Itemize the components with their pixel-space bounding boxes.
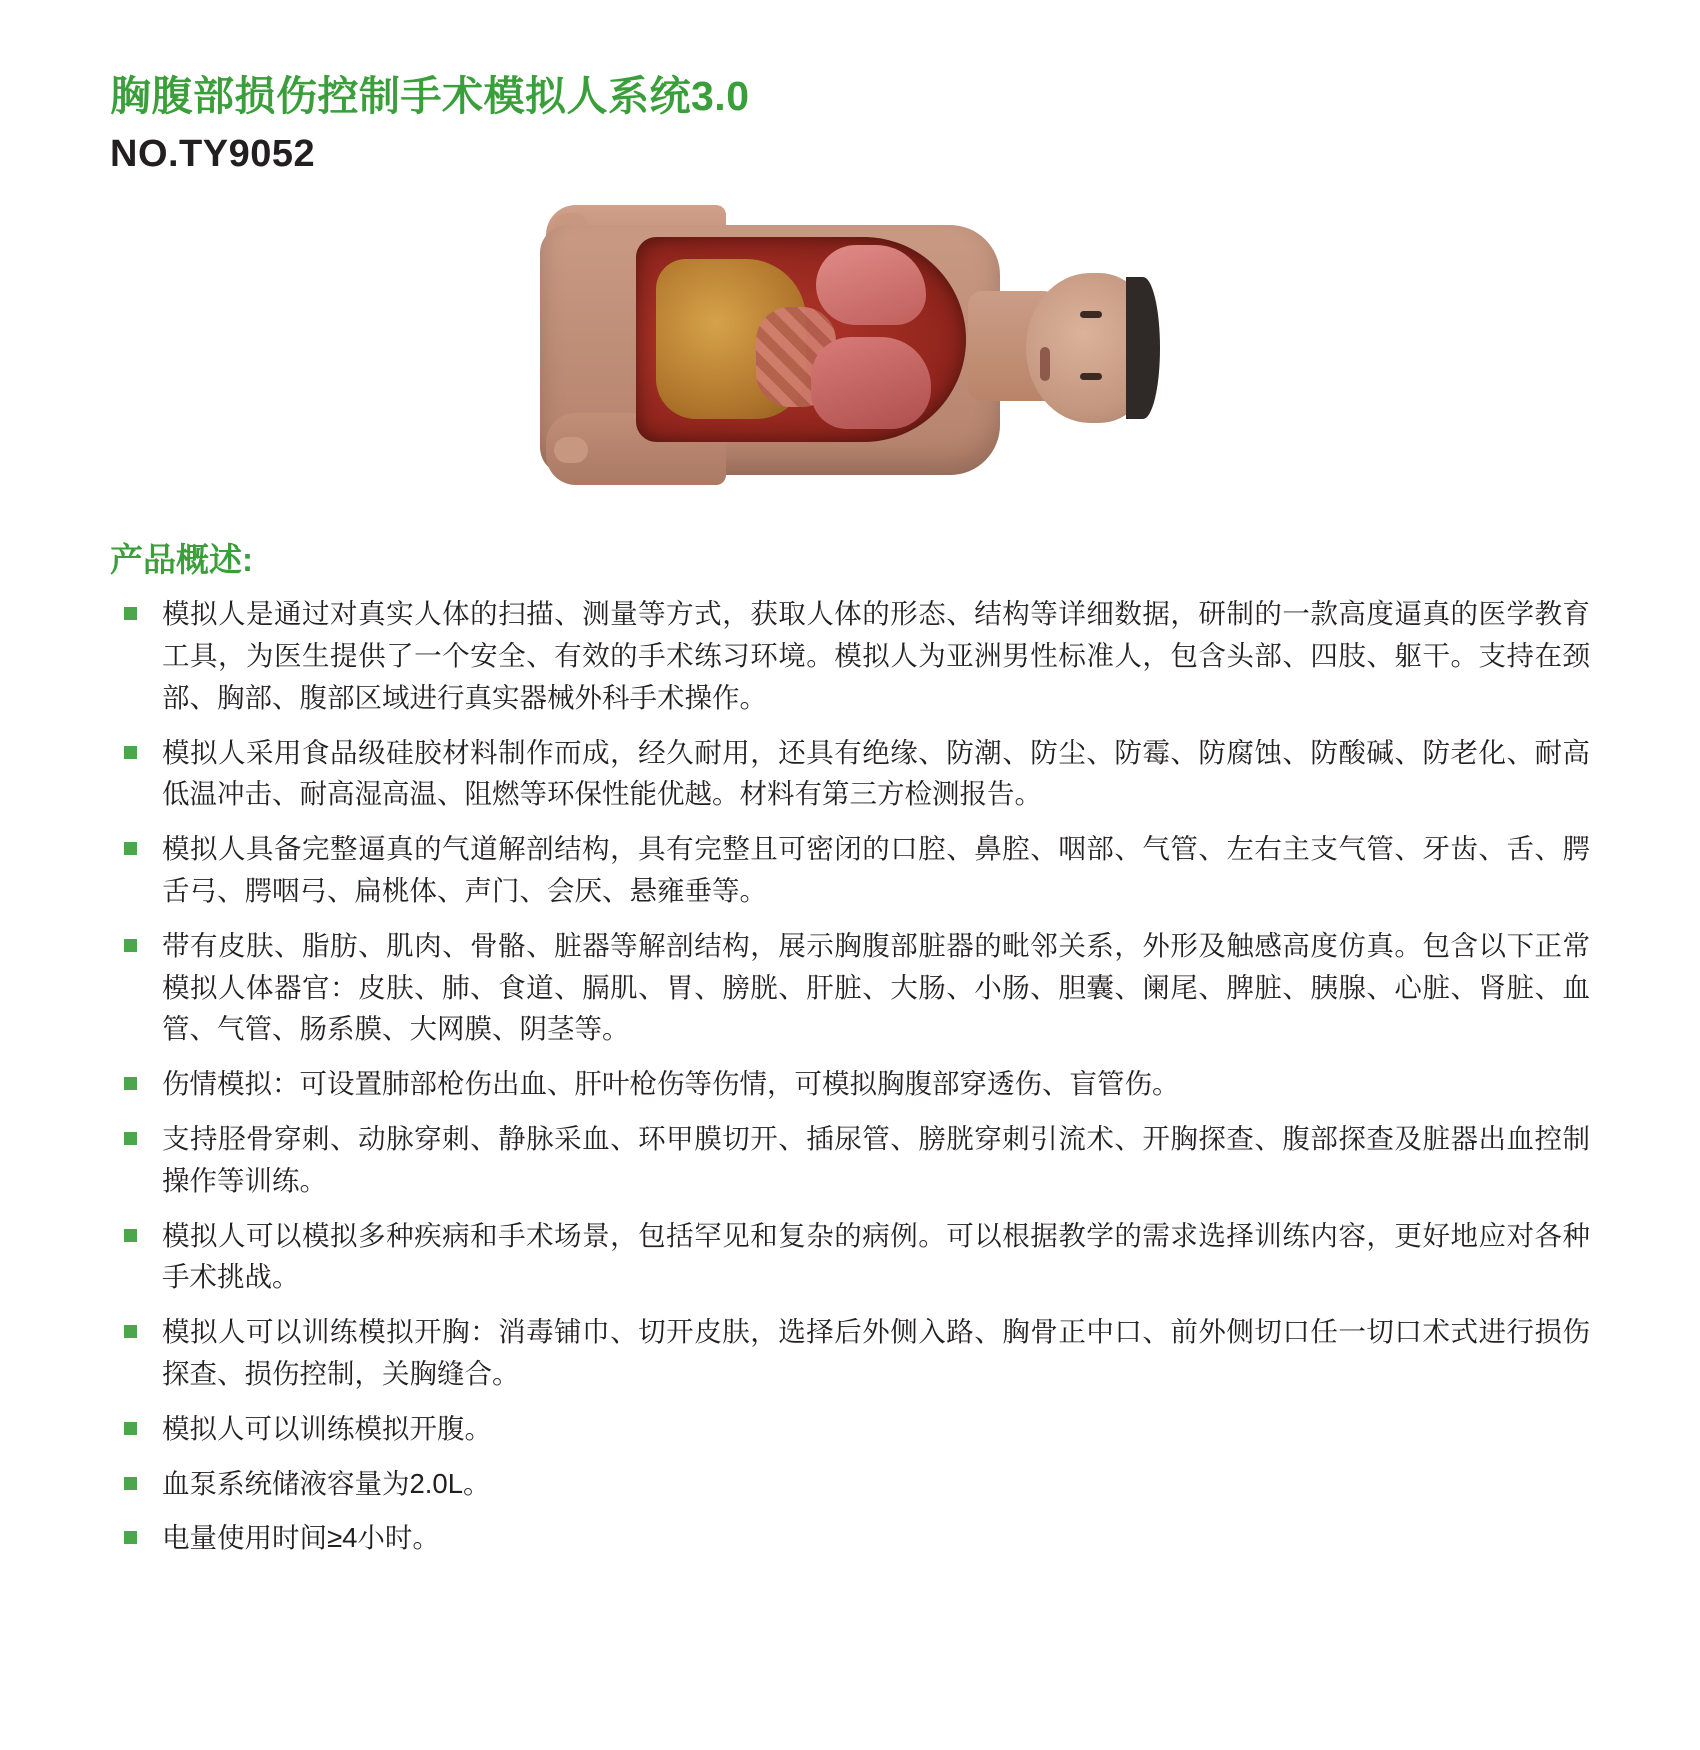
list-item-text: 模拟人可以训练模拟开腹。 bbox=[162, 1412, 492, 1444]
list-item-text: 电量使用时间≥4小时。 bbox=[162, 1522, 440, 1554]
list-item bbox=[110, 1063, 1590, 1105]
mouth-shape bbox=[1040, 347, 1050, 381]
bullet-icon bbox=[124, 1077, 137, 1090]
product-image bbox=[110, 200, 1590, 500]
overview-heading: 产品概述: bbox=[110, 541, 253, 579]
list-item bbox=[110, 1215, 1590, 1299]
list-item bbox=[110, 925, 1590, 1050]
eye-left-shape bbox=[1080, 311, 1102, 318]
list-item bbox=[110, 732, 1590, 816]
list-item-text: 带有皮肤、脂肪、肌肉、骨骼、脏器等解剖结构，展示胸腹部脏器的毗邻关系，外形及触感高度仿真。包含以下正常模拟人体器官：皮肤、肺、食道、膈肌、胃、膀胱、肝脏、大肠、小肠、胆囊、阑尾、脾脏、胰腺、心脏、肾脏、血管、气管、肠系膜、大网膜、阴茎等。 bbox=[162, 929, 1590, 1045]
bullet-icon bbox=[124, 1531, 137, 1544]
bullet-icon bbox=[124, 842, 137, 855]
bullet-icon bbox=[124, 939, 137, 952]
list-item-text: 模拟人可以模拟多种疾病和手术场景，包括罕见和复杂的病例。可以根据教学的需求选择训练内容，更好地应对各种手术挑战。 bbox=[162, 1219, 1590, 1293]
list-item bbox=[110, 828, 1590, 912]
list-item-text: 模拟人具备完整逼真的气道解剖结构，具有完整且可密闭的口腔、鼻腔、咽部、气管、左右主支气管、牙齿、舌、腭舌弓、腭咽弓、扁桃体、声门、会厌、悬雍垂等。 bbox=[162, 833, 1590, 907]
hand-lower-shape bbox=[554, 437, 588, 463]
bullet-icon bbox=[124, 607, 137, 620]
list-item-text: 模拟人可以训练模拟开胸：消毒铺巾、切开皮肤，选择后外侧入路、胸骨正中口、前外侧切口任一切口术式进行损伤探查、损伤控制，关胸缝合。 bbox=[162, 1316, 1590, 1390]
list-item bbox=[110, 1408, 1590, 1450]
hair-shape bbox=[1126, 277, 1160, 419]
list-item bbox=[110, 593, 1590, 718]
bullet-icon bbox=[124, 1477, 137, 1490]
eye-right-shape bbox=[1080, 373, 1102, 380]
overview-list bbox=[110, 593, 1590, 1559]
bullet-icon bbox=[124, 1132, 137, 1145]
list-item-text: 血泵系统储液容量为2.0L。 bbox=[162, 1467, 491, 1499]
model-number: NO.TY9052 bbox=[110, 133, 316, 176]
list-item bbox=[110, 1517, 1590, 1559]
mannequin-illustration bbox=[540, 215, 1160, 485]
list-item-text: 模拟人采用食品级硅胶材料制作而成，经久耐用，还具有绝缘、防潮、防尘、防霉、防腐蚀、防酸碱、防老化、耐高低温冲击、耐高湿高温、阻燃等环保性能优越。材料有第三方检测报告。 bbox=[162, 736, 1590, 810]
bullet-icon bbox=[124, 746, 137, 759]
lung-upper-shape bbox=[816, 245, 926, 325]
bullet-icon bbox=[124, 1422, 137, 1435]
list-item bbox=[110, 1118, 1590, 1202]
list-item bbox=[110, 1311, 1590, 1395]
list-item-text: 支持胫骨穿刺、动脉穿刺、静脉采血、环甲膜切开、插尿管、膀胱穿刺引流术、开胸探查、腹部探查及脏器出血控制操作等训练。 bbox=[162, 1123, 1590, 1196]
list-item-text: 伤情模拟：可设置肺部枪伤出血、肝叶枪伤等伤情，可模拟胸腹部穿透伤、盲管伤。 bbox=[162, 1068, 1180, 1100]
page-title: 胸腹部损伤控制手术模拟人系统3.0 bbox=[110, 73, 750, 119]
lung-lower-shape bbox=[811, 337, 931, 429]
list-item bbox=[110, 1463, 1590, 1505]
list-item-text: 模拟人是通过对真实人体的扫描、测量等方式，获取人体的形态、结构等详细数据，研制的一款高度逼真的医学教育工具，为医生提供了一个安全、有效的手术练习环境。模拟人为亚洲男性标准人，包含头部、四肢、躯干。支持在颈部、胸部、腹部区域进行真实器械外科手术操作。 bbox=[162, 598, 1590, 713]
thoracoabdominal-cavity-shape bbox=[636, 237, 966, 442]
bullet-icon bbox=[124, 1325, 137, 1338]
bullet-icon bbox=[124, 1229, 137, 1242]
